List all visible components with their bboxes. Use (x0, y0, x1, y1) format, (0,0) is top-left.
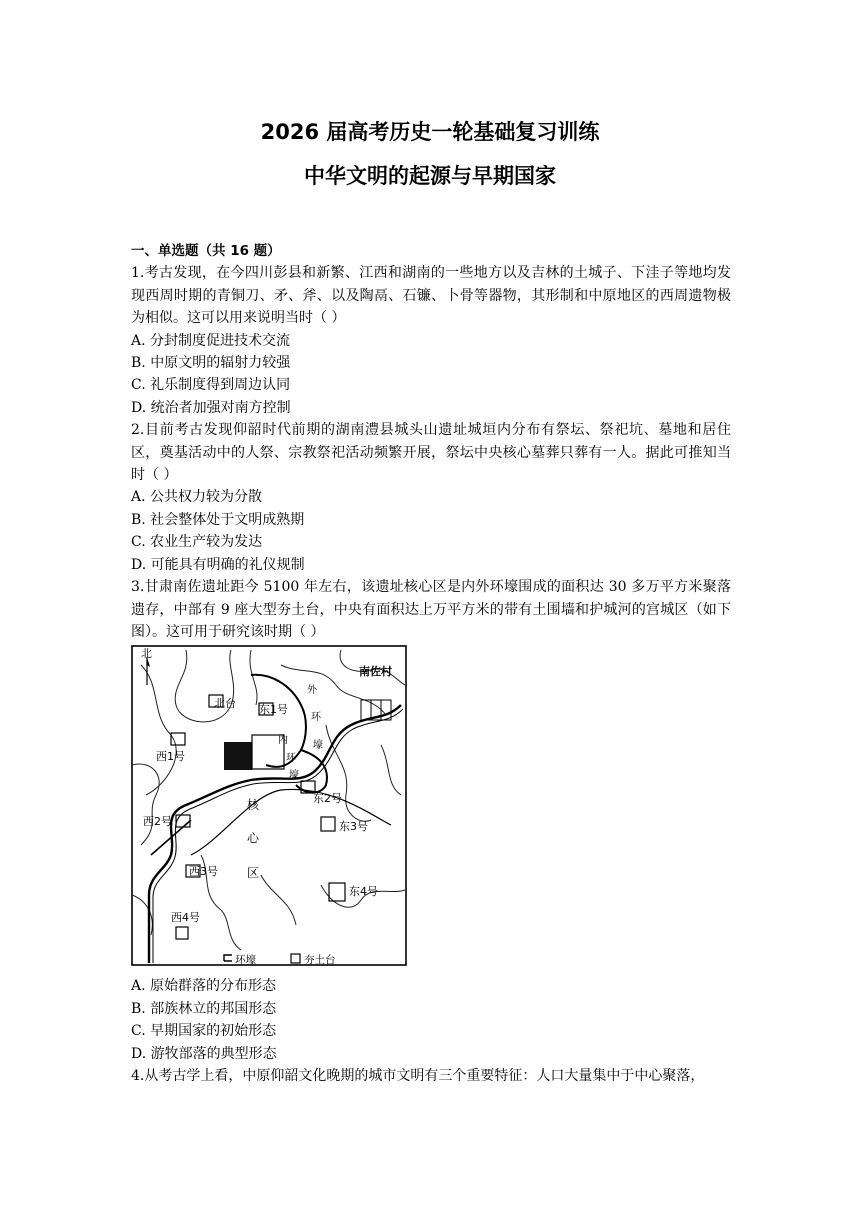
option-d[interactable]: D. 统治者加强对南方控制 (131, 399, 291, 416)
label-inner-huan: 环 (286, 753, 296, 765)
label-core-2: 心 (247, 831, 260, 846)
palace-core-block (224, 742, 252, 770)
label-dong4: 东4号 (349, 885, 378, 899)
question-stem: 2.目前考古发现仰韶时代前期的湖南澧县城头山遗址城垣内分布有祭坛、祭祀坑、墓地和居住区，奠基活动中的人祭、宗教祭祀活动频繁开展，祭坛中央核心墓葬只葬有一人。据此可推知当时（ ） (131, 422, 731, 484)
page-subtitle: 中华文明的起源与早期国家 (304, 164, 556, 188)
question-2 (131, 419, 731, 576)
label-outer-hao: 壕 (313, 740, 323, 752)
question-stem: 3.甘肃南佐遗址距今 5100 年左右，该遗址核心区是内外环壕围成的面积达 30 多万平方米聚落遗存，中部有 9 座大型夯土台，中央有面积达上万平方米的带有土围墙和护城河的宫城区（如下图）。这可用于研究该时期（ ） (131, 579, 731, 640)
option-c[interactable]: C. 农业生产较为发达 (131, 534, 263, 551)
option-d[interactable]: D. 可能具有明确的礼仪规制 (131, 556, 305, 573)
option-a[interactable]: A. 分封制度促进技术交流 (131, 332, 291, 349)
page-title: 2026 届高考历史一轮基础复习训练 (260, 120, 600, 144)
label-inner: 内 (278, 735, 288, 747)
label-core-3: 区 (247, 866, 260, 881)
label-xi4: 西4号 (171, 911, 200, 925)
label-dong2: 东2号 (313, 792, 342, 806)
label-xi1: 西1号 (156, 750, 185, 764)
site-map-figure (131, 645, 407, 971)
label-xi3: 西3号 (189, 865, 218, 879)
question-1 (131, 262, 731, 419)
option-b[interactable]: B. 部族林立的邦国形态 (131, 1000, 277, 1017)
option-b[interactable]: B. 中原文明的辐射力较强 (131, 355, 291, 372)
question-4 (131, 1065, 731, 1087)
option-b[interactable]: B. 社会整体处于文明成熟期 (131, 511, 305, 528)
option-c[interactable]: C. 早期国家的初始形态 (131, 1023, 277, 1040)
section-title: 一、单选题（共 16 题） (131, 243, 281, 259)
label-core-1: 核 (247, 798, 260, 813)
question-3 (131, 576, 731, 1065)
question-list (131, 240, 731, 1087)
north-label: 北 (141, 647, 152, 661)
option-a[interactable]: A. 原始群落的分布形态 (131, 978, 277, 995)
label-outer: 外 (307, 685, 317, 697)
label-nanzuo-village: 南佐村 (359, 665, 392, 679)
legend-platform: 夯土台 (304, 954, 336, 967)
label-xi2: 西2号 (143, 815, 172, 829)
question-stem: 4.从考古学上看，中原仰韶文化晚期的城市文明有三个重要特征：人口大量集中于中心聚落， (131, 1067, 705, 1084)
option-c[interactable]: C. 礼乐制度得到周边认同 (131, 377, 291, 394)
label-outer-huan: 环 (311, 712, 321, 724)
label-inner-hao: 壕 (289, 770, 299, 782)
option-a[interactable]: A. 公共权力较为分散 (131, 489, 263, 506)
question-stem: 1.考古发现，在今四川彭县和新繁、江西和湖南的一些地方以及吉林的土城子、下洼子等地均发现西周时期的青铜刀、矛、斧、以及陶鬲、石镰、卜骨等器物，其形制和中原地区的西周遗物极为相似。这可以用来说明当时（ ） (131, 265, 731, 327)
option-d[interactable]: D. 游牧部落的典型形态 (131, 1045, 277, 1062)
label-beitai: 北台 (214, 697, 236, 711)
label-dong1: 东1号 (259, 703, 288, 717)
label-dong3: 东3号 (339, 820, 368, 834)
legend-moat: 环壕 (235, 954, 256, 967)
